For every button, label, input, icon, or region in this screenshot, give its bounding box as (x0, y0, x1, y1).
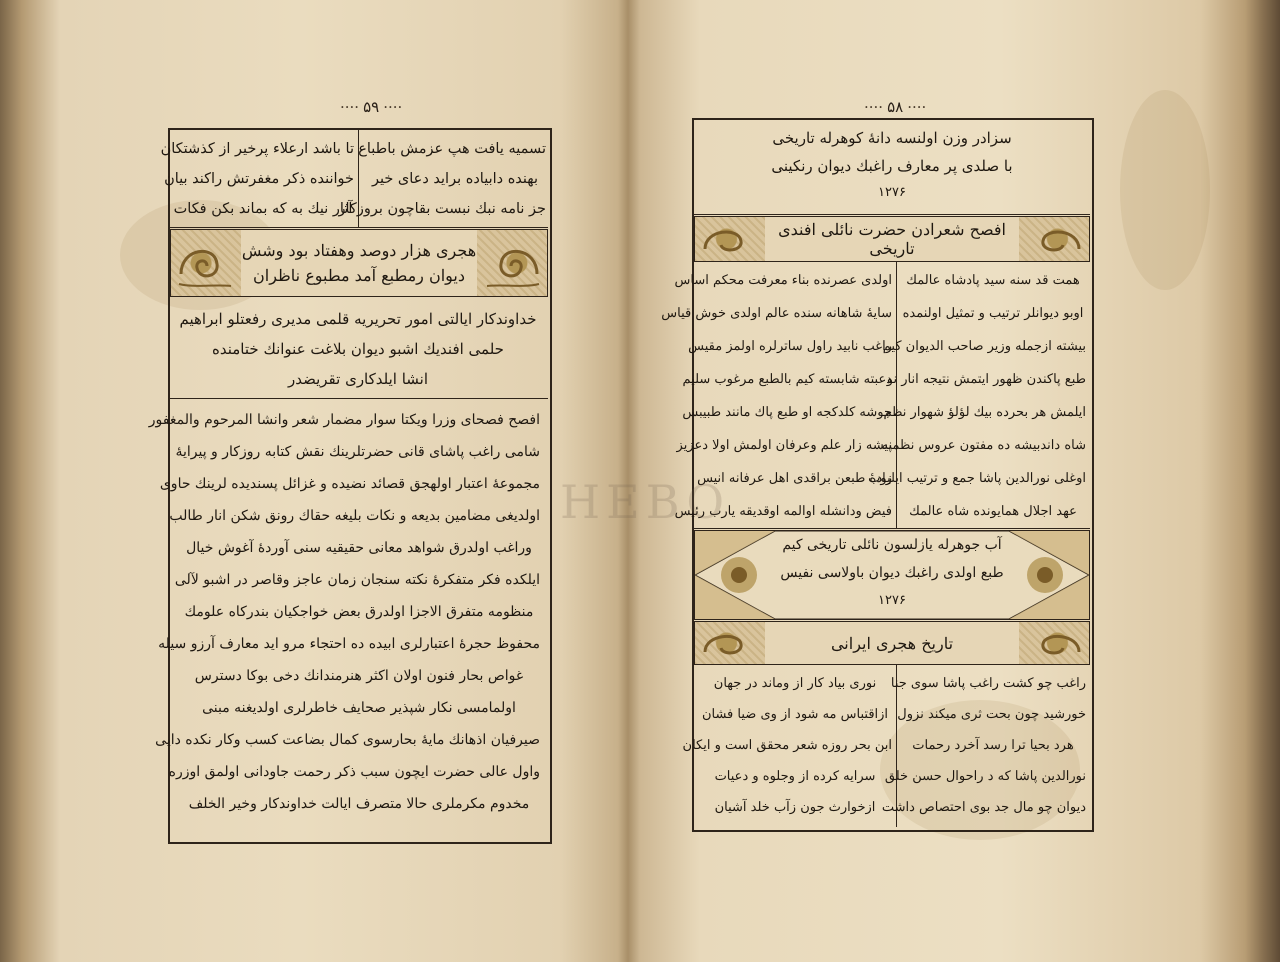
rule (694, 261, 1090, 262)
verse-line: تا باشد ارعلاء پرخیر از کذشتکان (160, 141, 354, 157)
right-grid1-right-column (868, 264, 1086, 528)
body-line: واول عالی حضرت ایچون سبب ذکر رحمت جاودانی اولمق اوزره (168, 764, 540, 780)
left-top-right-column (338, 134, 546, 224)
left-ornament-title (241, 230, 477, 296)
body-line: منظومه متفرق الاجزا اولدرق بعض خواجکیان بندرکاه علومك (184, 604, 534, 620)
verse-line: نورالدین پاشا که د راحوال حسن خلق (884, 769, 1086, 784)
diamond-year: ۱۲۷۶ (878, 593, 906, 608)
right-page-number: ···· ۵۸ ···· (860, 98, 930, 116)
body-line: مجموعهٔ اعتبار اولهجق قصائد نضیده و غزائل پسندیده لرینك حاوی (159, 476, 540, 492)
verse-line: طبع پاکندن ظهور ایتمش نتیجه انار نو (886, 372, 1086, 387)
verse-line: اوبو دیوانلر ترتیب و تمثیل اولنمده (902, 306, 1084, 321)
verse-line: سرایه کرده از وجلوه و دعیات (714, 769, 876, 784)
right-ornament-banner-2 (694, 621, 1090, 665)
body-line: اولمامسی نکار شپذیر صحایف خاطرلری اولدیغنه مبنی (202, 700, 516, 716)
left-body-text (148, 404, 540, 820)
intro-line: خداوندکار ایالتی امور تحریریه قلمی مدیری رفعتلو ابراهیم (179, 310, 537, 328)
body-line: شامی راغب پاشای قانی حضرتلرینك نقش کتابه روزکار و پیرایهٔ (175, 444, 540, 460)
right-ornament-title-1: افصح شعرادن حضرت نائلی افندی تاریخی (765, 217, 1019, 261)
intro-line: حلمی افندیك اشبو دیوان بلاغت عنوانك ختامنده (212, 340, 504, 358)
verse-line: بیشته ازجمله وزیر صاحب الدیوان کیم (882, 339, 1086, 354)
verse-line: نوری بیاد کار از وماند در جهان (713, 676, 877, 691)
verse-line: دیوان چو مال جد بوی احتصاص داشت (881, 800, 1086, 815)
verse-line: عهد اجلال همایونده شاه عالمك (909, 504, 1077, 519)
verse-line: دعبته شابسته کیم بالطبع مرغوب سلیم (682, 372, 892, 387)
right-diamond-box (694, 530, 1090, 620)
right-header-block (700, 124, 1084, 206)
verse-line: هرد بحیا ترا رسد آخرد رحمات (912, 738, 1074, 753)
body-line: وراغب اولدرق شواهد معانی حقیقیه سنی آوردهٔ آغوش خیال (186, 540, 532, 556)
intro-line: انشا ایلدکاری تقریضدر (287, 370, 429, 388)
right-ornament-banner-1 (694, 216, 1090, 262)
swirl-ornament-icon (699, 626, 759, 660)
verse-line: بهنده دابیاده براید دعای خیر (371, 171, 539, 187)
verse-line: خواننده ذکر مغفرتش راکند بیان (164, 171, 354, 187)
right-grid2-right-column (881, 668, 1086, 823)
ornament-line: هجری هزار دوصد وهفتاد بود وشش (241, 241, 477, 260)
verse-line: اولدی عصرنده بناء معرفت محکم اساس (674, 273, 892, 288)
verse-line: شاه داندبیشه ده مفتون عروس نظمنه (881, 438, 1086, 453)
header-line: سزادر وزن اولنسه دانهٔ کوهرله تاریخی (772, 129, 1012, 147)
header-line: با صلدی پر معارف راغبك دیوان رنکینی (771, 157, 1013, 175)
body-line: مخدوم مکرملری حالا متصرف ایالت خداوندکار وخیر الخلف (188, 796, 530, 812)
left-page-number: ···· ۵۹ ···· (336, 98, 406, 116)
rule (694, 528, 1090, 529)
swirl-ornament-icon (1025, 626, 1085, 660)
verse-line: سایهٔ شاهانه سنده عالم اولدی خوش قیاس (661, 306, 892, 321)
verse-line: همت قد سنه سید پادشاه عالمك (906, 273, 1080, 288)
ornament-line: دیوان رمطبع آمد مطبوع ناظران (253, 266, 465, 285)
verse-line: ازخوارث جون زآب خلد آشیان (714, 800, 876, 815)
rule (170, 227, 548, 228)
body-line: غواص بحار فنون اولان اکثر هنرمندانك دخی بوکا دسترس (194, 668, 524, 684)
verse-line: ابن بحر روزه شعر محقق است و ایکان (682, 738, 892, 753)
verse-line: زادهٔ طبعن براقدی اهل عرفانه انیس (697, 471, 892, 486)
verse-line: راغب نابید راول ساترلره اولمز مقیس (688, 339, 892, 354)
verse-line: پیشه زار علم وعرفان اولمش اولا دعزیز (676, 438, 892, 453)
verse-line: اوغلی نورالدین پاشا جمع و ترتیب ایلیوب (868, 471, 1086, 486)
verse-line: آثار نیك به كه بماند بكن فکات (173, 201, 353, 217)
header-year: ۱۲۷۶ (878, 185, 906, 200)
verse-line: تسمیه یافت هپ عزمش باطباع (358, 141, 546, 157)
watermark: HEBO (560, 475, 731, 529)
left-ornament-banner (170, 229, 548, 297)
swirl-ornament-icon (483, 234, 543, 292)
verse-line: فیض ودانشله اوالمه اوقدیقه یارب رئیس (674, 504, 892, 519)
rule (694, 619, 1090, 620)
rule (694, 214, 1090, 215)
paper-stain (1120, 90, 1210, 290)
right-ornament-title-2: تاریخ هجری ایرانی (765, 622, 1019, 664)
body-line: صیرفیان اذهانك مایهٔ بحارسوی کمال بضاعت کسب وکار نکده دایی (155, 732, 540, 748)
rule (170, 296, 548, 297)
diamond-line: آب جوهرله یازلسون نائلی تاریخی کیم (782, 537, 1002, 553)
swirl-ornament-icon (175, 234, 235, 292)
swirl-ornament-icon (699, 221, 759, 257)
right-grid2-left-column (682, 668, 892, 823)
verse-line: جز نامه نبك نبست بقاچون بروزکار (338, 201, 546, 217)
body-line: محفوظ حجرهٔ اعتبارلری ابیده ده احتجاء مرو اید معارف آرزو سیله (158, 636, 540, 652)
left-intro-block (178, 304, 538, 394)
rule (170, 398, 548, 399)
body-line: اولدیغی مضامین بدیعه و نکات بلیغه حقاك رونق شکن انار طالب (169, 508, 540, 524)
verse-line: خورشید چون بحت ثری میکند نزول (897, 707, 1086, 722)
left-top-left-column (160, 134, 354, 224)
swirl-ornament-icon (1025, 221, 1085, 257)
verse-line: ایلمش هر بحرده بیك لؤلؤ شهوار نظم (883, 405, 1086, 420)
diamond-line: طبع اولدی راغبك دیوان باولاسی نفیس (780, 565, 1004, 581)
verse-line: راغب چو کشت راغب پاشا سوی جنا (890, 676, 1086, 691)
body-line: ایلکده فکر متفکرهٔ نکته سنجان زمان عاجز وقاصر در اشبو لآلی (174, 572, 540, 588)
body-line: افصح فصحای وزرا ویکتا سوار مضمار شعر وانشا المرحوم والمغفور (148, 412, 540, 428)
verse-line: جوشه کلدکجه او طبع پاك مانند طبیبس (682, 405, 892, 420)
verse-line: ازاقتباس مه شود از وی ضیا فشان (701, 707, 889, 722)
rule (694, 664, 1090, 665)
